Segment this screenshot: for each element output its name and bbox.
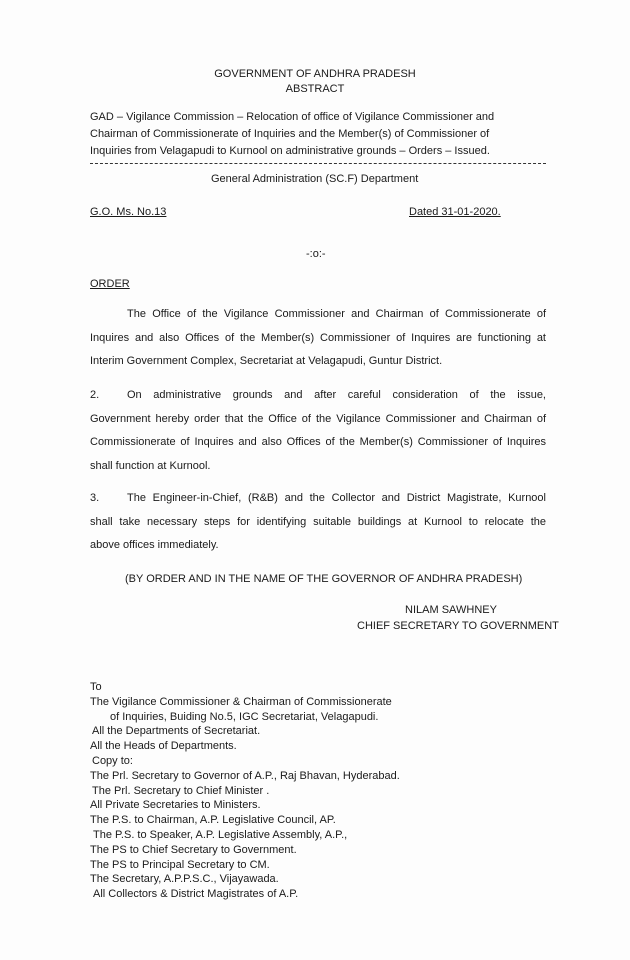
paragraph-2 [90,384,546,478]
signatory-name: NILAM SAWHNEY [405,604,497,616]
subject-line: Chairman of Commissionerate of Inquiries and the Member(s) of Commissioner of [90,128,490,140]
signatory-designation: CHIEF SECRETARY TO GOVERNMENT [357,620,559,632]
addressee-line: The P.S. to Speaker, A.P. Legislative Assembly, A.P., [93,828,348,841]
addressee-line: All Collectors & District Magistrates of A.P. [93,888,299,901]
addressee-line: All Private Secretaries to Ministers. [90,799,261,812]
government-heading: GOVERNMENT OF ANDHRA PRADESH [214,68,416,80]
dashed-divider [90,163,546,164]
subject-line: GAD – Vigilance Commission – Relocation of office of Vigilance Commissioner and [90,111,495,123]
paragraph-number: 2. [90,389,100,401]
paragraph-line: Commissionerate of Inquires and also Offices of the Member(s) Commissioner of Inquires [90,436,546,448]
addressee-line: The Secretary, A.P.P.S.C., Vijayawada. [90,873,279,886]
paragraph-line: above offices immediately. [90,539,219,551]
paragraph-line: shall take necessary steps for identifying suitable buildings at Kurnool to relocate the [90,515,546,528]
paragraph-line: On administrative grounds and after careful consideration of the issue, [127,389,546,401]
paragraph-line: The Office of the Vigilance Commissioner and Chairman of Commissionerate of [127,308,546,320]
addressee-line: The Prl. Secretary to Governor of A.P., Raj Bhavan, Hyderabad. [90,769,400,782]
go-number: G.O. Ms. No.13 [90,206,167,218]
paragraph-line: shall function at Kurnool. [90,459,211,472]
paragraph-number: 3. [90,492,100,504]
addressee-line: All the Departments of Secretariat. [92,725,261,738]
paragraph-line: Interim Government Complex, Secretariat at Velagapudi, Guntur District. [90,355,443,367]
addressee-line: To [90,681,102,693]
order-date: Dated 31-01-2020. [409,206,501,218]
copy-to-heading: Copy to: [92,754,133,767]
addressee-list [90,680,400,902]
paragraph-1 [90,303,546,374]
subject-line: Inquiries from Velagapudi to Kurnool on administrative grounds – Orders – Issued. [90,145,490,157]
addressee-line: The PS to Chief Secretary to Government. [90,843,297,856]
section-separator: -:o:- [306,248,326,260]
department-name: General Administration (SC.F) Department [211,173,419,185]
subject-block [90,109,540,160]
order-heading: ORDER [90,278,130,290]
addressee-line: All the Heads of Departments. [90,740,237,753]
addressee-line: The Prl. Secretary to Chief Minister . [92,784,270,797]
addressee-line: of Inquiries, Buiding No.5, IGC Secretariat, Velagapudi. [110,710,379,723]
paragraph-line: The Engineer-in-Chief, (R&B) and the Collector and District Magistrate, Kurnool [127,492,546,504]
paragraph-3 [90,487,546,558]
by-order-line: (BY ORDER AND IN THE NAME OF THE GOVERNOR OF ANDHRA PRADESH) [125,573,523,585]
addressee-line: The Vigilance Commissioner & Chairman of Commissionerate [90,695,392,708]
addressee-line: The P.S. to Chairman, A.P. Legislative Council, AP. [90,814,336,827]
addressee-line: The PS to Principal Secretary to CM. [90,858,270,871]
abstract-heading: ABSTRACT [285,83,345,95]
paragraph-line: Government hereby order that the Office of the Vigilance Commissioner and Chairman of [90,412,546,425]
paragraph-line: Inquires and also Offices of the Member(s) Commissioner of Inquires are functioning at [90,331,546,344]
